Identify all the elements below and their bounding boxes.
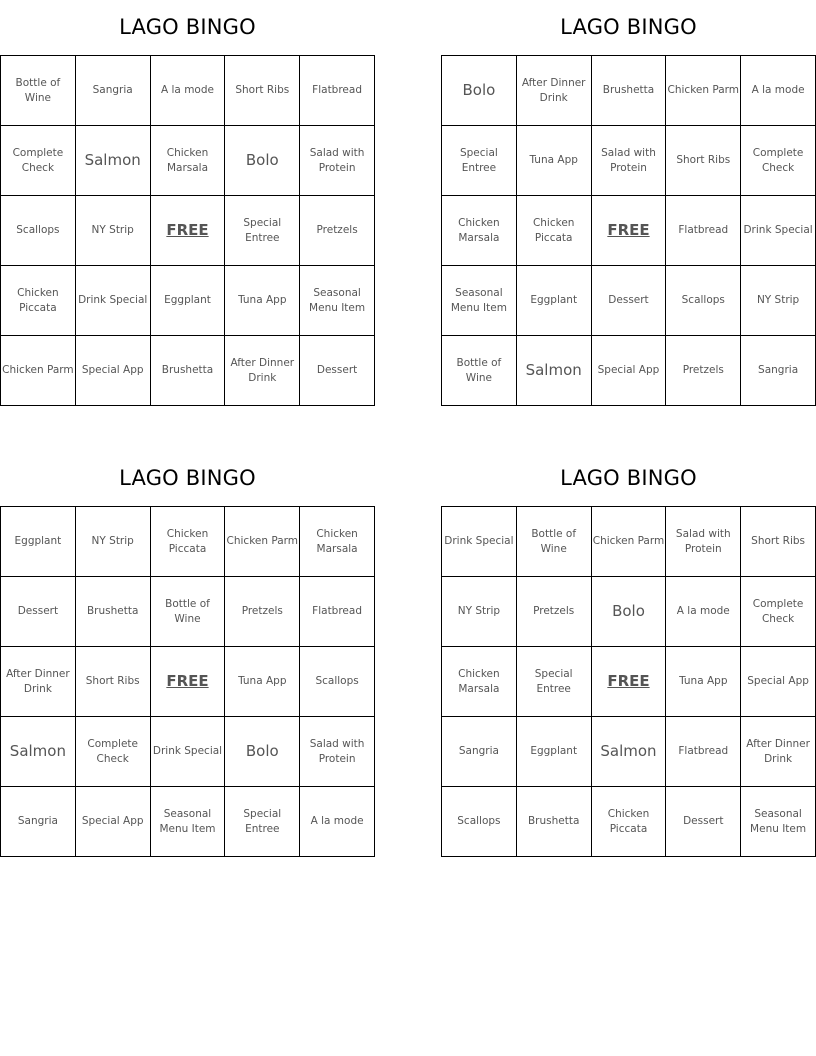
bingo-cell: Pretzels [517,577,592,647]
bingo-cell: Pretzels [300,196,375,266]
bingo-cell: Special Entree [442,126,517,196]
bingo-cell: Chicken Piccata [517,196,592,266]
bingo-cell: Chicken Marsala [151,126,226,196]
bingo-cell: Scallops [300,647,375,717]
card-title: LAGO BINGO [560,15,697,39]
bingo-cell: Bolo [592,577,667,647]
bingo-cell: Brushetta [592,56,667,126]
bingo-cell: Salad with Protein [300,717,375,787]
bingo-cell: Special App [592,336,667,406]
bingo-cell: Bottle of Wine [1,56,76,126]
bingo-cell: Chicken Marsala [300,507,375,577]
bingo-cell: Eggplant [517,266,592,336]
bingo-card [441,0,816,406]
bingo-cell: Bottle of Wine [151,577,226,647]
bingo-cell: A la mode [151,56,226,126]
bingo-cell: Seasonal Menu Item [300,266,375,336]
bingo-cell: Tuna App [225,647,300,717]
bingo-cell: NY Strip [442,577,517,647]
bingo-cell: Salmon [517,336,592,406]
bingo-cell: Salmon [1,717,76,787]
bingo-cell: Flatbread [666,717,741,787]
bingo-cell: Special App [76,336,151,406]
bingo-cell: Dessert [1,577,76,647]
bingo-cell: Special Entree [225,787,300,857]
bingo-grid [441,55,816,406]
bingo-grid [441,506,816,857]
bingo-cell: Chicken Marsala [442,196,517,266]
bingo-cell: Salad with Protein [300,126,375,196]
bingo-cell: Scallops [666,266,741,336]
bingo-cell: Dessert [592,266,667,336]
bingo-cell: Brushetta [76,577,151,647]
bingo-cell: Eggplant [517,717,592,787]
bingo-cell: Seasonal Menu Item [741,787,816,857]
bingo-cell: Chicken Piccata [151,507,226,577]
bingo-cell: Drink Special [442,507,517,577]
bingo-grid [0,55,375,406]
bingo-cell: After Dinner Drink [225,336,300,406]
bingo-cell: Salmon [76,126,151,196]
bingo-cell: Sangria [1,787,76,857]
bingo-cell: Tuna App [225,266,300,336]
bingo-cell: Seasonal Menu Item [151,787,226,857]
bingo-cell: Chicken Parm [666,56,741,126]
bingo-cell: Scallops [442,787,517,857]
bingo-cell: Chicken Parm [1,336,76,406]
card-title: LAGO BINGO [119,15,256,39]
bingo-cell: Salad with Protein [666,507,741,577]
bingo-cell: After Dinner Drink [517,56,592,126]
bingo-cell: Chicken Parm [592,507,667,577]
bingo-cell: Chicken Parm [225,507,300,577]
bingo-cell: Complete Check [741,577,816,647]
bingo-cell: Special Entree [225,196,300,266]
bingo-cell: Short Ribs [741,507,816,577]
bingo-cell: Eggplant [1,507,76,577]
free-space-cell: FREE [151,647,226,717]
free-space-cell: FREE [592,647,667,717]
bingo-cell: Chicken Marsala [442,647,517,717]
bingo-cell: NY Strip [741,266,816,336]
bingo-cell: Dessert [300,336,375,406]
bingo-cell: Special App [741,647,816,717]
bingo-cell: Bottle of Wine [517,507,592,577]
bingo-cell: Flatbread [300,577,375,647]
bingo-cell: Bolo [225,717,300,787]
bingo-cell: Drink Special [151,717,226,787]
bingo-cell: Seasonal Menu Item [442,266,517,336]
bingo-cell: After Dinner Drink [741,717,816,787]
bingo-cell: Short Ribs [225,56,300,126]
bingo-cell: Chicken Piccata [592,787,667,857]
bingo-cell: Dessert [666,787,741,857]
bingo-cell: Sangria [741,336,816,406]
bingo-cell: Brushetta [151,336,226,406]
bingo-cell: A la mode [300,787,375,857]
bingo-card [0,451,375,857]
bingo-cell: Short Ribs [666,126,741,196]
free-space-cell: FREE [592,196,667,266]
bingo-cell: Bolo [225,126,300,196]
bingo-cell: Sangria [442,717,517,787]
bingo-cell: Flatbread [300,56,375,126]
bingo-cell: Complete Check [741,126,816,196]
bingo-cell: Chicken Piccata [1,266,76,336]
bingo-cell: Special Entree [517,647,592,717]
bingo-card [441,451,816,857]
bingo-cell: After Dinner Drink [1,647,76,717]
bingo-cell: Brushetta [517,787,592,857]
bingo-cell: Drink Special [741,196,816,266]
bingo-cell: Flatbread [666,196,741,266]
bingo-cell: Salad with Protein [592,126,667,196]
bingo-cell: Scallops [1,196,76,266]
bingo-cell: Special App [76,787,151,857]
bingo-cell: Pretzels [225,577,300,647]
bingo-cell: A la mode [741,56,816,126]
bingo-cell: Eggplant [151,266,226,336]
bingo-cell: Short Ribs [76,647,151,717]
bingo-cell: Bolo [442,56,517,126]
bingo-cell: NY Strip [76,507,151,577]
bingo-cell: Drink Special [76,266,151,336]
bingo-cell: Bottle of Wine [442,336,517,406]
free-space-cell: FREE [151,196,226,266]
bingo-cell: Salmon [592,717,667,787]
bingo-cell: NY Strip [76,196,151,266]
bingo-cell: Pretzels [666,336,741,406]
bingo-cell: Sangria [76,56,151,126]
card-title: LAGO BINGO [560,466,697,490]
bingo-cell: A la mode [666,577,741,647]
bingo-cell: Complete Check [1,126,76,196]
bingo-card [0,0,375,406]
bingo-cell: Tuna App [517,126,592,196]
card-title: LAGO BINGO [119,466,256,490]
bingo-cell: Tuna App [666,647,741,717]
bingo-grid [0,506,375,857]
bingo-cell: Complete Check [76,717,151,787]
